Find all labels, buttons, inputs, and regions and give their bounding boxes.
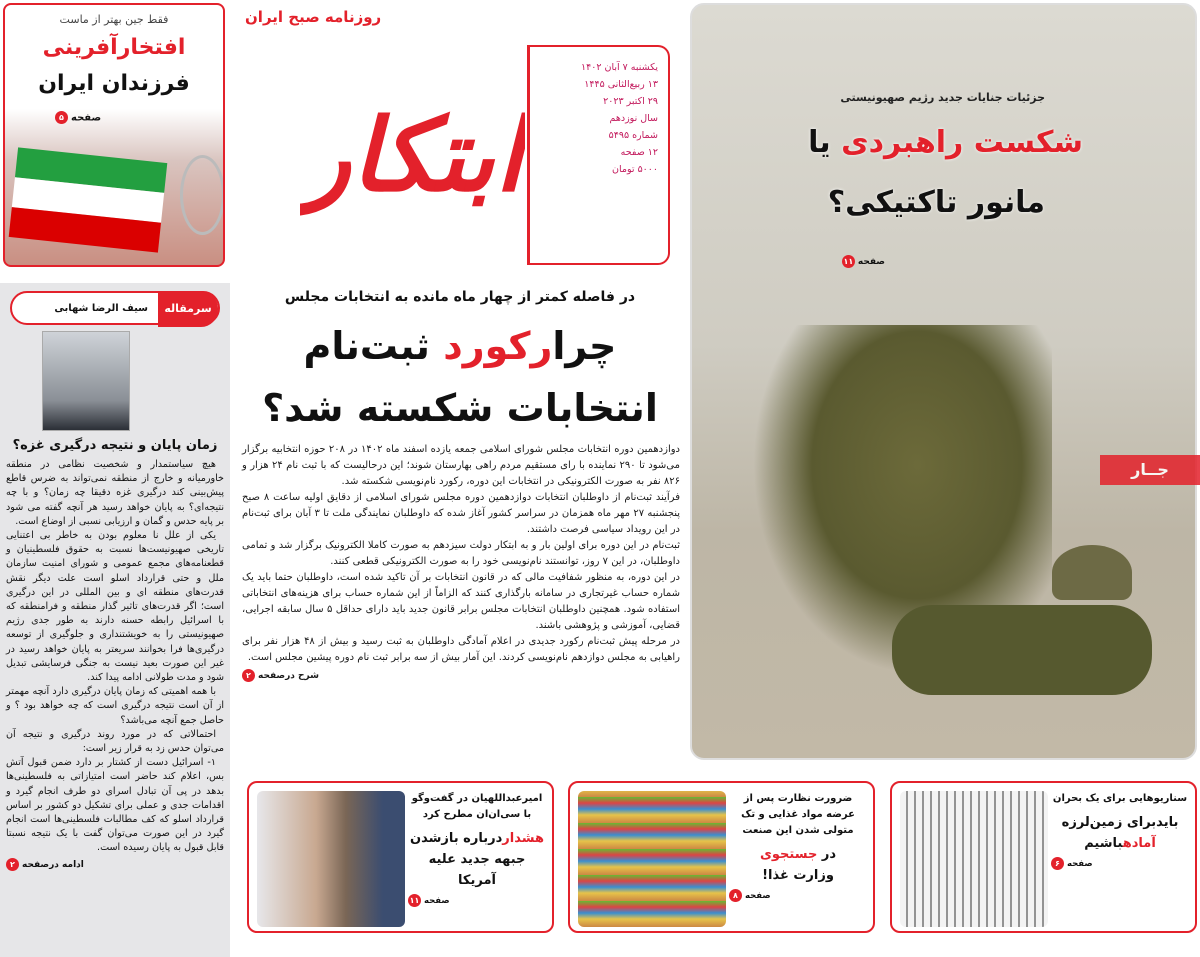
- teaser-title: [408, 828, 546, 891]
- logo-subtitle: روزنامه صبح ایران: [245, 8, 382, 26]
- paragraph: ۱- اسرائیل دست از کشتار بر دارد ضمن قبول آتش بس، اعلام کند حاضر است امتیازاتی به فلسطینی‌ها بدهد در پی آن تبادل اسرای دو طرف انجام گیرد و اقدامات جدی و عملی برای تشکیل دو کشور بر اساس قرارداد اسلو که کف مطالبات فلسطینی‌ها است انجام گیرد در این صورت می‌توان گفت با یک نتیجه نسبتا قابل قبول به پایان رسیده است.: [6, 757, 224, 854]
- page-number-badge: ۱۱: [843, 257, 854, 266]
- main-story-kicker: در فاصله کمتر از چهار ماه مانده به انتخابات مجلس: [284, 289, 636, 305]
- teaser-card-warning[interactable]: [247, 781, 554, 933]
- backpack-image: [892, 605, 1152, 695]
- headline-highlight: رکورد: [443, 324, 553, 368]
- headline-word: چرا: [552, 324, 617, 368]
- continued-label: ادامه درصفحه: [22, 859, 84, 870]
- headline-word: ثبت‌نام: [303, 324, 430, 368]
- teaser-text: [729, 791, 867, 902]
- supermarket-image: [578, 791, 726, 927]
- page-number-badge: ۲: [6, 858, 19, 871]
- minister-photo: [257, 791, 405, 927]
- teaser-title: [1051, 812, 1189, 854]
- feature-title-line2: مانور تاکتیکی؟: [827, 185, 1045, 220]
- page-label: صفحه: [857, 257, 885, 267]
- promo-title-red: افتخارآفرینی: [42, 35, 186, 60]
- page-number-badge: ۵: [55, 111, 68, 124]
- title-part: جبهه جدید علیه آمریکا: [428, 852, 526, 888]
- page-number-badge: ۱۱: [409, 896, 420, 905]
- issue-date: یکشنبه ۷ آبان ۱۴۰۲: [581, 62, 658, 73]
- teaser-kicker: امیرعبداللهیان در گفت‌وگو با سی‌ان‌ان مطرح کرد: [411, 793, 543, 820]
- title-part: در: [821, 847, 837, 862]
- teaser-kicker: ضرورت نظارت پس از عرضه مواد غذایی و تک متولی شدن این صنعت: [741, 793, 855, 836]
- author-photo: [42, 331, 130, 431]
- paragraph: دوازدهمین دوره انتخابات مجلس شورای اسلامی جمعه یازده اسفند ماه ۱۴۰۲ در ۲۰۸ حوزه انتخابیه برگزار می‌شود تا ۲۹۰ نماینده با رای مستقیم مردم راهی بهارستان شوند؛ این درحالیست که با ثبت نام ۲۴ هزار و ۸۲۶ نفر به صورت الکترونیکی در انتخابات این دوره، رکورد نام‌نویسی شکسته شد.: [242, 444, 680, 487]
- continued-link[interactable]: [242, 668, 680, 684]
- promo-title: فرزندان ایران: [38, 71, 190, 96]
- issue-number: شماره ۵۴۹۵: [608, 130, 658, 141]
- page-label: صفحه: [1067, 859, 1093, 869]
- promo-box[interactable]: [3, 3, 225, 267]
- paragraph: فرآیند ثبت‌نام از داوطلبان انتخابات دوازدهمین دوره مجلس شورای اسلامی از دقایق اولیه ساعت ۸ صبح پنجشنبه ۲۷ مهر ماه همزمان در سراسر کشور آغاز شده که داوطلبان نمایندگی ملت تا ۳ آبان برای ثبت‌نام در این رویداد سیاسی فرصت داشتند.: [242, 492, 680, 535]
- hijri-date: ۱۳ ربیع‌الثانی ۱۴۴۵: [584, 79, 658, 90]
- wheelchair-image: [180, 155, 225, 235]
- issue-info-box: [527, 45, 670, 265]
- paragraph: در مرحله پیش ثبت‌نام رکورد جدیدی در اعلام آمادگی داوطلبان به ثبت رسید و بیش از ۴۸ هزار نفر برای راهیابی به مجلس دوازدهم نام‌نویسی کردند. این آمار بیش از سه برابر ثبت نام دوره پیشین مجلس است.: [242, 636, 680, 663]
- teaser-card-food[interactable]: [568, 781, 875, 933]
- teaser-page-ref: [408, 894, 546, 907]
- main-headline-line2[interactable]: انتخابات شکسته شد؟: [262, 386, 658, 430]
- teaser-title: [729, 844, 867, 886]
- title-part: وزارت غذا!: [762, 868, 834, 883]
- paragraph: یکی از علل نا معلوم بودن به خاطر بی اعتنایی تاریخی صهیونیست‌ها نسبت به حقوق فلسطینیان و قطعنامه‌های مجمع عمومی و شورای امنیت سازمان ملل و حتی قرارداد اسلو است علت دیگر نقش قدرت‌های منطقه ای و بین المللی در این درگیری است؛ اگر قدرت‌های تاثیر گذار منطقه و فرامنطقه که با اسرائیل رابطه حسنه دارند به طور جدی رژیم صهیونیستی را به خویشتنداری و جلوگیری از توسعه درگیری‌ها فرا بخوانند سریعتر به پایان خواهد رسید در غیر این صورت بعید نیست به جنگی فرسایشی تبدیل شود و مدت طولانی ادامه پیدا کند.: [6, 530, 224, 684]
- page-label: صفحه: [745, 891, 771, 901]
- iran-flag-image: [9, 147, 168, 252]
- title-part: بایدبرای زمین‌لرزه: [1061, 815, 1179, 830]
- year: سال نوزدهم: [609, 113, 658, 124]
- promo-page-ref: [55, 111, 101, 124]
- feature-title-tail: یا: [808, 125, 831, 160]
- feature-kicker: جزئیات جنایات جدید رژیم صهیونیستی: [840, 91, 1045, 104]
- editorial-body: [6, 458, 224, 872]
- feature-title-line1: [808, 125, 1083, 160]
- page-label: صفحه: [71, 112, 102, 124]
- title-highlight: هشدار: [502, 831, 544, 846]
- continued-link[interactable]: [6, 858, 224, 872]
- teaser-text: [1051, 791, 1189, 870]
- feature-page-ref: [842, 255, 885, 268]
- page-label: صفحه: [424, 896, 450, 906]
- editorial-column: [0, 283, 230, 957]
- paragraph: هیچ سیاستمدار و شخصیت نظامی در منطقه خاورمیانه و خارج از منطقه نمی‌تواند به ضرس قاطع پیش‌بینی کند درگیری غزه دقیقا چه زمان؟ و با چه نتیجه‌ای؟ به پایان خواهد رسید هر آنچه گفته می شود بر پایه حدس و گمان و ارزیابی نسبی از اوضاع است.: [6, 459, 224, 527]
- paragraph: با همه اهمیتی که زمان پایان درگیری دارد آنچه مهمتر از آن است نتیجه درگیری است که چه خواهد بود ؟ و حاصل جمع آنچه می‌باشد؟: [6, 686, 224, 726]
- page-count: ۱۲ صفحه: [620, 147, 658, 158]
- title-part: درباره بازشدن: [410, 831, 503, 846]
- page-number-badge: ۸: [729, 889, 742, 902]
- teaser-text: [408, 791, 546, 907]
- title-highlight: جستجوی: [759, 847, 818, 862]
- teaser-card-earthquake[interactable]: [890, 781, 1197, 933]
- newspaper-logo: ابتکار: [302, 96, 523, 214]
- main-story-body: [242, 442, 680, 684]
- paragraph: ثبت‌نام در این دوره برای اولین بار و به ابتکار دولت سیزدهم به صورت کاملا الکترونیک برگزار شد و تمامی داوطلبان، در این ۷ روز، توانستند نام‌نویسی خود را به صورت الکترونیکی قطعی کنند.: [242, 540, 680, 567]
- page-number-badge: ۲: [242, 669, 255, 682]
- editorial-header: [10, 291, 220, 325]
- feature-photo-story[interactable]: [690, 3, 1197, 760]
- teaser-page-ref: [1051, 857, 1189, 870]
- paragraph: احتمالاتی که در مورد روند درگیری و نتیجه آن می‌توان حدس زد به قرار زیر است:: [6, 728, 224, 755]
- editorial-label: سرمقاله: [158, 291, 218, 327]
- editorial-author: سیف الرضا شهابی: [54, 303, 148, 314]
- gregorian-date: ۲۹ اکتبر ۲۰۲۳: [603, 96, 658, 107]
- helmet-image: [1052, 545, 1132, 600]
- feature-title-red: شکست راهبردی: [841, 125, 1083, 160]
- seismograph-image: [900, 791, 1048, 927]
- title-highlight: آماده: [1122, 836, 1156, 851]
- editorial-title[interactable]: زمان پایان و نتیجه درگیری غزه؟: [12, 438, 218, 453]
- teaser-page-ref: [729, 889, 867, 902]
- main-headline-line1[interactable]: [240, 318, 680, 374]
- section-tag: جــار: [1100, 455, 1200, 485]
- page-number-badge: ۶: [1051, 857, 1064, 870]
- continued-label: شرح درصفحه: [258, 671, 319, 681]
- price: ۵۰۰۰ تومان: [612, 164, 658, 175]
- paragraph: در این دوره، به منظور شفافیت مالی که در قانون انتخابات بر آن تاکید شده است، داوطلبان حتما باید یک شماره حساب غیرتجاری در سامانه بارگذاری کنند که الزاماً از این شماره حساب برای هزینه‌های انتخاباتی استفاده شود. همچنین داوطلبان انتخابات مجلس برابر قانون جدید باید دارای حداقل ۵ سال سابقه اجرایی، قضایی، آموزشی و پژوهشی باشند.: [242, 572, 680, 631]
- teaser-kicker: سناریوهایی برای یک بحران: [1052, 793, 1188, 804]
- promo-kicker: فقط جین بهتر از ماست: [59, 13, 169, 26]
- title-part: باشیم: [1084, 836, 1123, 851]
